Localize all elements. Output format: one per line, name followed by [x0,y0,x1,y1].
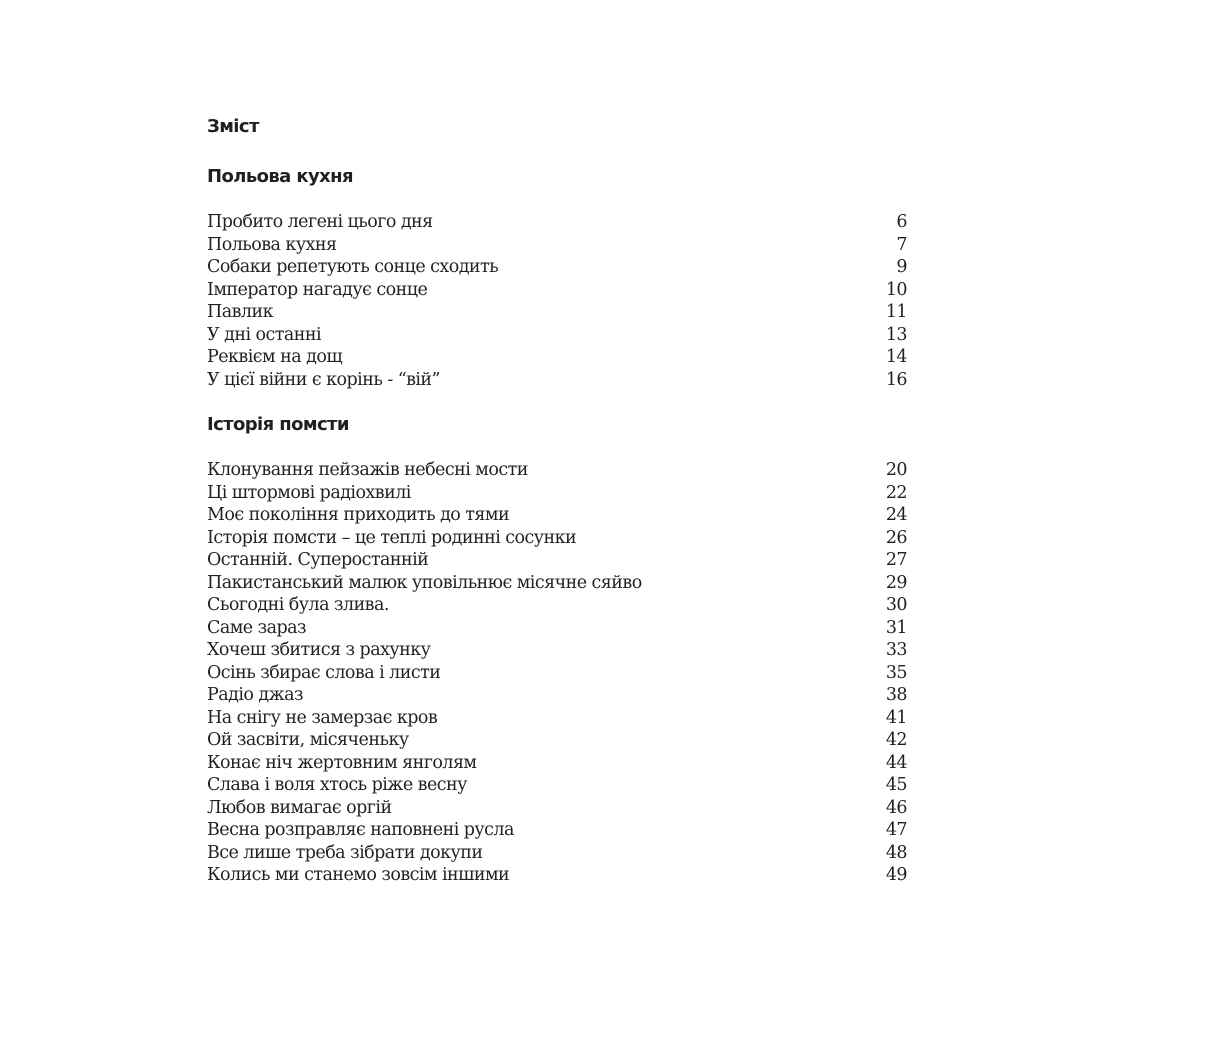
toc-entry [207,707,907,730]
entry-page-number: 45 [885,775,907,795]
toc-entry [207,504,907,527]
entry-title: На снігу не замерзає кров [207,707,438,728]
entry-title: Реквієм на дощ [207,347,343,367]
entry-title: Останній. Суперостанній [207,550,429,570]
toc-entry [207,324,907,347]
toc-title: Зміст [207,116,259,137]
entry-title: Осінь збирає слова і листи [207,662,441,683]
entry-page-number: 44 [885,752,907,773]
toc-entry [207,662,907,685]
entry-page-number: 26 [885,527,907,548]
entry-title: Любов вимагає оргій [207,797,392,818]
entry-page-number: 22 [885,482,907,503]
entry-page-number: 46 [885,797,907,818]
toc-entry [207,572,907,595]
entry-page-number: 16 [885,369,907,390]
toc-entry [207,346,907,369]
section-title: Польова кухня [207,166,353,187]
entry-page-number: 42 [885,730,907,750]
entry-page-number: 48 [885,842,907,863]
entry-title: Ой засвіти, місяченьку [207,730,409,750]
toc-entry [207,279,907,302]
toc-entry [207,527,907,550]
entry-page-number: 13 [885,324,907,345]
toc-entry [207,684,907,707]
entry-title: Моє покоління приходить до тями [207,505,510,525]
entry-title: Саме зараз [207,617,307,638]
toc-entry [207,234,907,257]
toc-entry [207,256,907,279]
entry-title: Сьогодні була злива. [207,595,389,615]
entry-page-number: 6 [896,212,907,232]
entry-list [207,459,907,887]
entry-page-number: 14 [885,347,907,367]
entry-title: Весна розправляє наповнені русла [207,820,514,840]
toc-entry [207,797,907,820]
toc-entry [207,617,907,640]
entry-title: Імператор нагадує сонце [207,279,428,300]
entry-title: Хочеш збитися з рахунку [207,640,431,660]
entry-page-number: 9 [896,257,907,277]
toc-entry [207,211,907,234]
toc-entry [207,301,907,324]
entry-title: Слава і воля хтось ріже весну [207,775,467,795]
entry-title: Все лише треба зібрати докупи [207,842,483,863]
entry-page-number: 33 [885,640,907,660]
entry-title: Собаки репетують сонце сходить [207,257,499,277]
entry-page-number: 20 [885,460,907,480]
entry-title: Колись ми станемо зовсім іншими [207,865,510,885]
toc-entry [207,639,907,662]
toc-entry [207,842,907,865]
entry-title: Ці штормові радіохвилі [207,482,411,503]
entry-page-number: 27 [885,550,907,570]
entry-page-number: 24 [885,505,907,525]
entry-page-number: 38 [885,685,907,705]
entry-title: Пробито легені цього дня [207,212,433,232]
entry-page-number: 10 [885,279,907,300]
toc-entry [207,729,907,752]
toc-entry [207,549,907,572]
entry-list [207,211,907,391]
toc-entry [207,369,907,392]
entry-page-number: 31 [885,617,907,638]
entry-title: Конає ніч жертовним янголям [207,752,477,773]
entry-page-number: 35 [885,662,907,683]
entry-page-number: 11 [885,302,907,322]
toc-entry [207,482,907,505]
entry-title: Клонування пейзажів небесні мости [207,460,528,480]
table-of-contents [207,113,907,887]
entry-page-number: 41 [885,707,907,728]
entry-page-number: 30 [885,595,907,615]
entry-title: Пакистанський малюк уповільнює місячне сяйво [207,572,642,593]
entry-title: У цієї війни є корінь - “вій” [207,369,440,390]
entry-page-number: 47 [885,820,907,840]
toc-entry [207,819,907,842]
toc-entry [207,752,907,775]
toc-entry [207,864,907,887]
entry-title: У дні останні [207,324,322,345]
toc-section [207,163,907,391]
entry-page-number: 29 [885,572,907,593]
toc-entry [207,594,907,617]
entry-title: Польова кухня [207,234,337,255]
entry-title: Павлик [207,302,273,322]
entry-page-number: 7 [896,234,907,255]
toc-section [207,411,907,887]
entry-title: Історія помсти – це теплі родинні сосунки [207,527,577,548]
entry-page-number: 49 [885,865,907,885]
entry-title: Радіо джаз [207,685,304,705]
section-title: Історія помсти [207,414,349,435]
toc-entry [207,459,907,482]
toc-entry [207,774,907,797]
